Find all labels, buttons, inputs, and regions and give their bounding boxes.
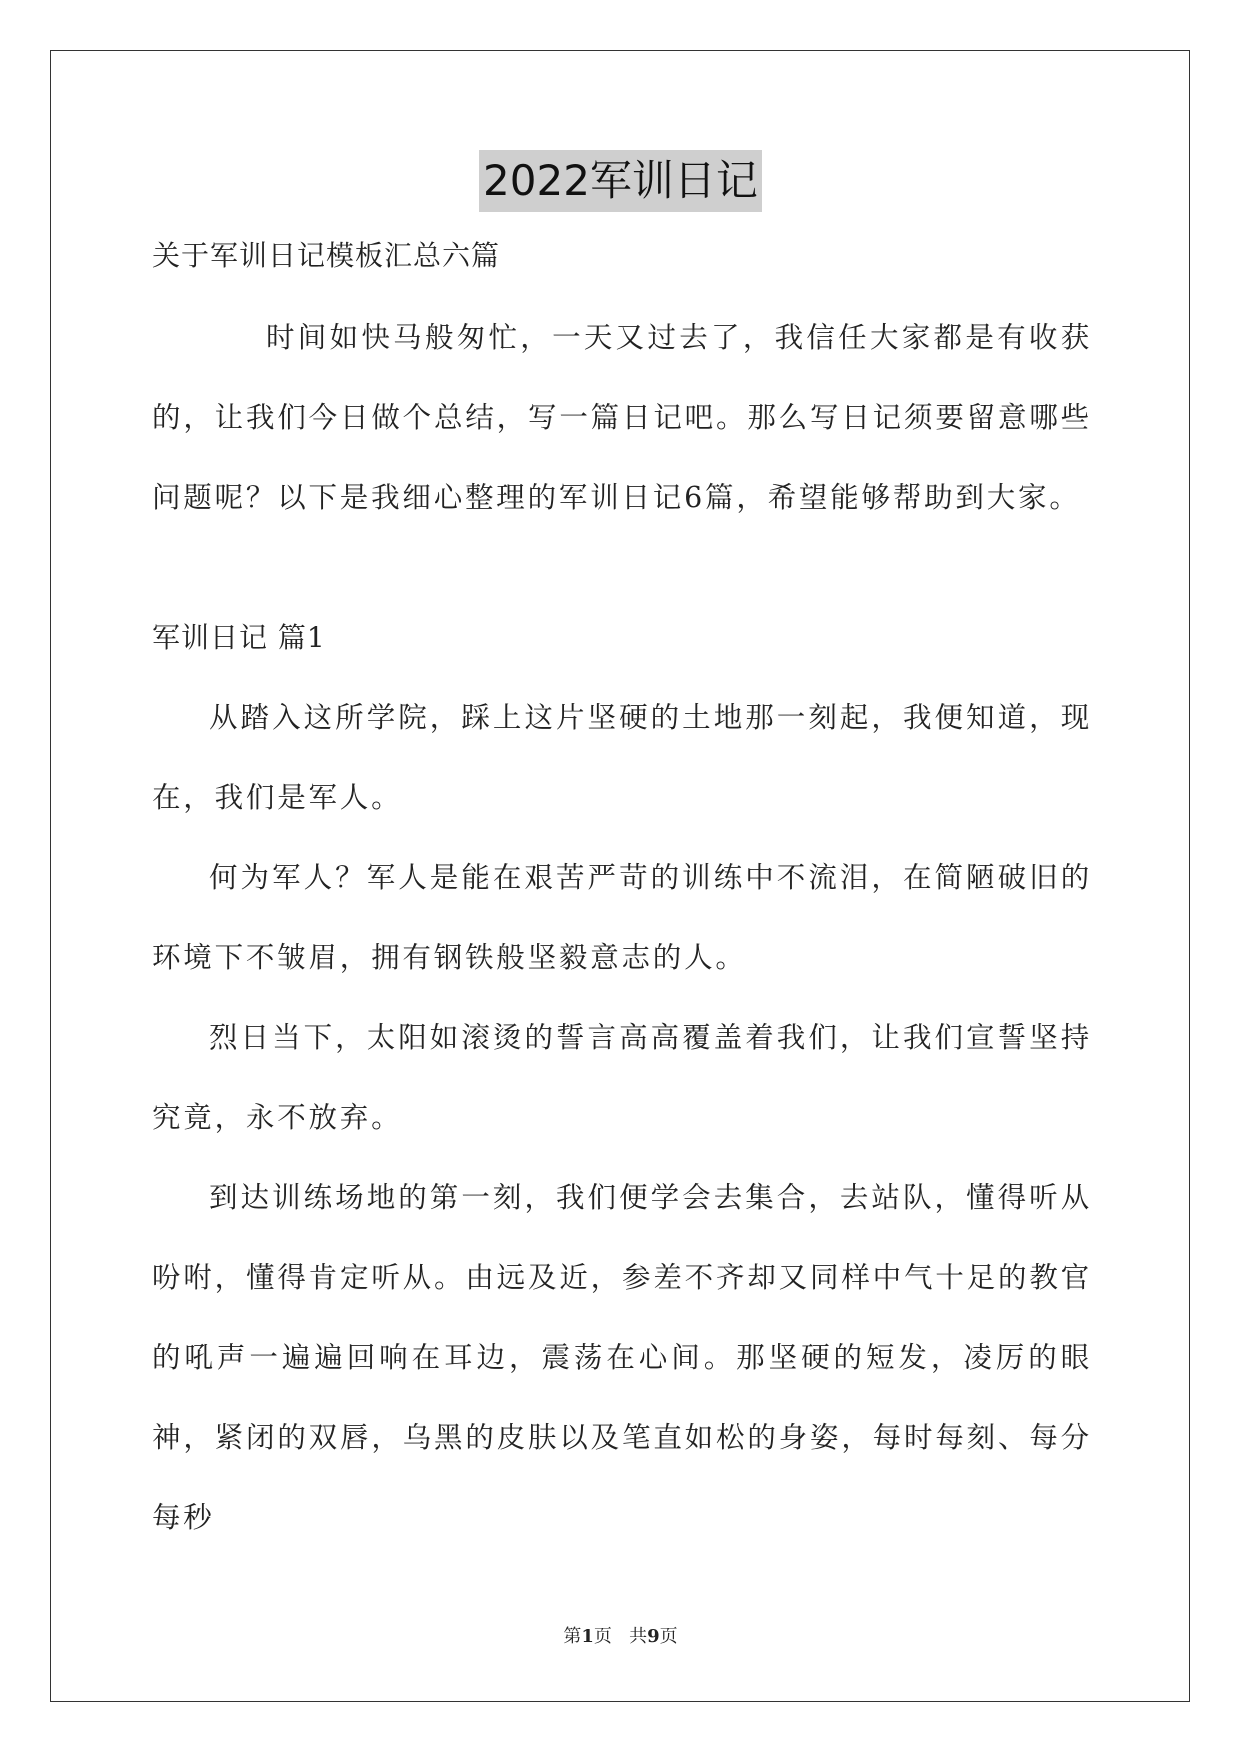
page-footer [0, 1622, 1241, 1648]
footer-page-number: 1 [581, 1626, 594, 1647]
intro-paragraph: 时间如快马般匆忙，一天又过去了，我信任大家都是有收获的，让我们今日做个总结，写一篇日记吧。那么写日记须要留意哪些问题呢？以下是我细心整理的军训日记6篇，希望能够帮助到大家。 [152, 321, 1092, 514]
body-paragraph-2: 何为军人？军人是能在艰苦严苛的训练中不流泪，在简陋破旧的环境下不皱眉，拥有钢铁般坚毅意志的人。 [152, 861, 1092, 974]
body-paragraph-4: 到达训练场地的第一刻，我们便学会去集合，去站队，懂得听从吩咐，懂得肯定听从。由远及近，参差不齐却又同样中气十足的教官的吼声一遍遍回响在耳边，震荡在心间。那坚硬的短发，凌厉的眼神，紧闭的双唇，乌黑的皮肤以及笔直如松的身姿，每时每刻、每分每秒 [152, 1181, 1092, 1534]
document-body [152, 230, 1092, 1558]
body-paragraph-1: 从踏入这所学院，踩上这片坚硬的土地那一刻起，我便知道，现在，我们是军人。 [152, 701, 1092, 814]
section-heading: 军训日记 篇1 [152, 621, 326, 654]
document-title: 2022军训日记 [479, 150, 762, 212]
body-paragraph-3: 烈日当下，太阳如滚烫的誓言高高覆盖着我们，让我们宣誓坚持究竟，永不放弃。 [152, 1021, 1092, 1134]
footer-prefix: 第 [563, 1626, 582, 1647]
footer-total-prefix: 共 [629, 1626, 648, 1647]
document-subtitle: 关于军训日记模板汇总六篇 [152, 239, 501, 272]
footer-total-pages: 9 [647, 1626, 660, 1647]
title-container [0, 150, 1241, 212]
footer-total-suffix: 页 [659, 1626, 678, 1647]
footer-page-suffix: 页 [593, 1626, 612, 1647]
